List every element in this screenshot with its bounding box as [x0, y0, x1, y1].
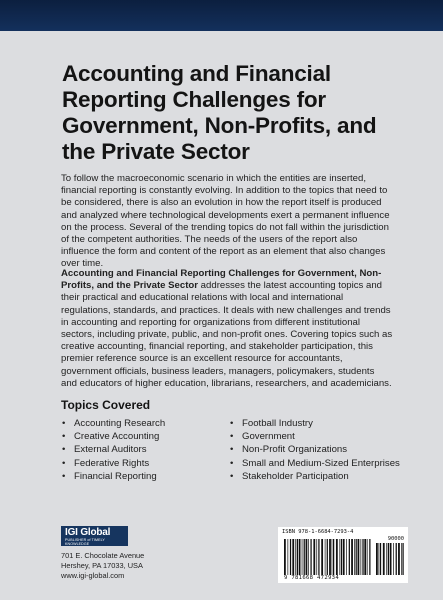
isbn-number: ISBN 978-1-6684-7293-4: [282, 529, 354, 535]
barcode-bar: [333, 539, 334, 575]
bullet-icon: •: [62, 431, 66, 443]
barcode-bar: [321, 539, 323, 575]
topic-label: Small and Medium-Sized Enterprises: [242, 457, 400, 469]
address-line-2: Hershey, PA 17033, USA: [61, 561, 143, 571]
barcode-bar: [302, 539, 303, 575]
barcode-bar: [288, 539, 289, 575]
topic-label: Federative Rights: [74, 457, 150, 469]
barcode-bar: [383, 543, 385, 575]
barcode-bar: [358, 539, 360, 575]
topics-heading: Topics Covered: [61, 398, 151, 412]
barcode-bar: [299, 539, 301, 575]
barcode-icon: [278, 537, 408, 575]
barcode-bar: [386, 543, 387, 575]
publisher-website: www.igi-global.com: [61, 571, 125, 581]
bullet-icon: •: [62, 470, 66, 482]
barcode-bar: [290, 539, 291, 575]
barcode-bar: [380, 543, 381, 575]
barcode-bar: [341, 539, 342, 575]
topic-item: [230, 470, 400, 483]
topic-label: External Auditors: [74, 444, 147, 456]
barcode-bar: [339, 539, 340, 575]
barcode-bar: [354, 539, 355, 575]
topic-label: Accounting Research: [74, 418, 166, 429]
barcode-bar: [346, 539, 347, 575]
topic-item: [62, 417, 165, 430]
barcode-bar: [356, 539, 357, 575]
topic-item: [62, 430, 165, 443]
barcode-bar: [310, 539, 311, 575]
barcode-bar: [390, 543, 392, 575]
topics-list-right: [230, 417, 400, 483]
price-code: 90000: [387, 536, 404, 542]
isbn-barcode: [278, 527, 408, 583]
barcode-bar: [401, 543, 402, 575]
barcode-bar: [362, 539, 363, 575]
book-title-inline: Accounting and Financial Reporting Challenges for Government, Non-Profits, and the Private Sector: [61, 268, 382, 292]
barcode-bar: [402, 543, 403, 575]
topic-item: [230, 430, 400, 443]
barcode-bar: [343, 539, 345, 575]
barcode-bar: [325, 539, 326, 575]
bullet-icon: •: [230, 444, 234, 456]
topic-label: Creative Accounting: [74, 431, 160, 443]
barcode-bar: [376, 543, 378, 575]
barcode-bar: [336, 539, 338, 575]
barcode-bar: [367, 539, 368, 575]
topic-label: Financial Reporting: [74, 470, 157, 482]
barcode-bar: [364, 539, 366, 575]
bullet-icon: •: [230, 457, 234, 469]
barcode-bar: [396, 543, 397, 575]
top-color-band: [0, 0, 443, 31]
barcode-bar: [351, 539, 353, 575]
topic-label: Stakeholder Participation: [242, 470, 349, 482]
bullet-icon: •: [230, 431, 234, 443]
barcode-bar: [306, 539, 308, 575]
barcode-bar: [369, 539, 370, 575]
topic-item: [62, 457, 165, 470]
topic-item: [230, 417, 400, 430]
topic-label: Non-Profit Organizations: [242, 444, 348, 456]
bullet-icon: •: [62, 418, 66, 429]
topics-list-left: [62, 417, 165, 483]
barcode-bar: [327, 539, 328, 575]
barcode-bar: [304, 539, 305, 575]
description-paragraph-2: [61, 268, 393, 390]
barcode-bar: [313, 539, 315, 575]
barcode-bar: [398, 543, 400, 575]
topic-label: Government: [242, 431, 295, 443]
barcode-bar: [292, 539, 294, 575]
publisher-logo-tagline: PUBLISHER of TIMELY KNOWLEDGE: [65, 538, 105, 546]
topic-item: [62, 470, 165, 483]
book-title: Accounting and Financial Reporting Challenges for Government, Non-Profits, and the Private Sector: [62, 61, 377, 164]
barcode-bar: [393, 543, 394, 575]
description-paragraph-2-body: addresses the latest accounting topics and their practical and educational relations with local and international regulations, standards, and practices. It deals with new challenges and trends in accounting and reporting for organizations from different institutional sectors, including private, public, and non-profit ones. Covering topics such as creative accounting, financial reporting, and stakeholder participation, this premier reference source is an excellent resource for accountants, government officials, business leaders, managers, policymakers, students and educators of higher education, librarians, researchers, and academicians.: [61, 280, 393, 389]
barcode-bar: [308, 539, 309, 575]
barcode-bar: [332, 539, 333, 575]
topic-item: [230, 443, 400, 456]
topic-item: [62, 443, 165, 456]
bullet-icon: •: [62, 444, 66, 456]
description-paragraph-1: To follow the macroeconomic scenario in which the entities are inserted, financial reporting is constantly evolving. In addition to the topics that need to be considered, there is also an evolution in how the report itself is produced and analyzed where technological developments exert a permanent influence on the process. Several of the trending topics do not fall within the jurisdiction of the competent authorities. The needs of the users of the report also influence the form and content of the report as an element that also changes over time.: [61, 173, 390, 270]
barcode-bar: [284, 539, 286, 575]
barcode-bar: [361, 539, 362, 575]
bullet-icon: •: [230, 418, 234, 429]
barcode-bar: [379, 543, 380, 575]
barcode-bar: [295, 539, 296, 575]
bullet-icon: •: [230, 470, 234, 482]
publisher-address: [61, 551, 144, 582]
publisher-logo: [61, 526, 128, 546]
ean-digits: 9 781668 472934: [284, 575, 340, 581]
topic-item: [230, 457, 400, 470]
address-line-1: 701 E. Chocolate Avenue: [61, 551, 145, 560]
barcode-bar: [349, 539, 350, 575]
barcode-bar: [297, 539, 298, 575]
bullet-icon: •: [62, 457, 66, 469]
barcode-bar: [388, 543, 389, 575]
barcode-bar: [316, 539, 317, 575]
publisher-logo-text: IGI Global: [65, 527, 111, 538]
barcode-bar: [318, 539, 319, 575]
topic-label: Football Industry: [242, 418, 313, 429]
barcode-bar: [329, 539, 331, 575]
